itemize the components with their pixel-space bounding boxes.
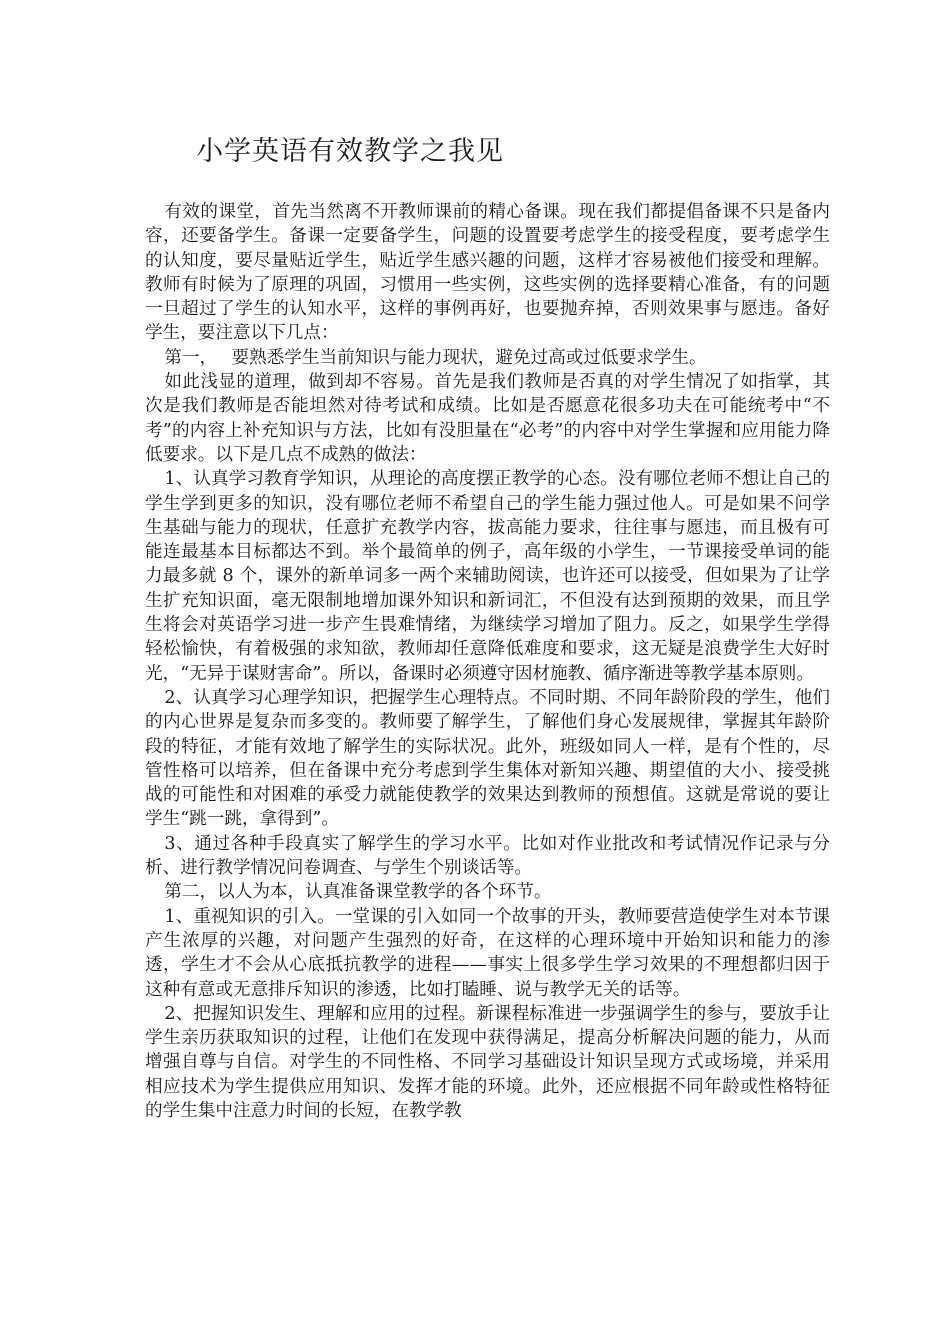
section-heading-second: 第二，以人为本，认真准备课堂教学的各个环节。 [164,882,552,903]
document-body [145,200,830,1123]
paragraph-point-1: 1、认真学习教育学知识，从理论的高度摆正教学的心态。没有哪位老师不想让自己的学生学到更多的知识，没有哪位老师不希望自己的学生能力强过他人。可是如果不问学生基础与能力的现状，任意扩充教学内容，拔高能力要求，往往事与愿违，而且极有可能连最基本目标都达不到。举个最简单的例子，高年级的小学生，一节课接受单词的能力最多就 8 个，课外的新单词多一两个来辅助阅读，也许还可以接受，但如果为了让学生扩充知识面，毫无限制地增加课外知识和新词汇，不但没有达到预期的效果，而且学生将会对英语学习进一步产生畏难情绪，为继续学习增加了阻力。反之，如果学生学得轻松愉快，有着极强的求知欲，教师却任意降低难度和要求，这无疑是浪费学生大好时光，“无异于谋财害命”。所以，备课时必须遵守因材施教、循序渐进等教学基本原则。 [145,469,830,684]
paragraph-point-3: 3、通过各种手段真实了解学生的学习水平。比如对作业批改和考试情况作记录与分析、进行教学情况问卷调查、与学生个别谈话等。 [145,833,830,879]
section-heading-first: 第一， 要熟悉学生当前知识与能力现状，避免过高或过低要求学生。 [164,347,707,368]
document-title: 小学英语有效教学之我见 [196,136,504,167]
paragraph-point-2: 2、认真学习心理学知识，把握学生心理特点。不同时期、不同年龄阶段的学生，他们的内心世界是复杂而多变的。教师要了解学生，了解他们身心发展规律，掌握其年龄阶段的特征，才能有效地了解学生的实际状况。此外，班级如同人一样，是有个性的，尽管性格可以培养，但在备课中充分考虑到学生集体对新知兴趣、期望值的大小、接受挑战的可能性和对困难的承受力就能使教学的效果达到教师的预想值。这就是常说的要让学生“跳一跳，拿得到”。 [145,687,830,830]
paragraph-first-explanation: 如此浅显的道理，做到却不容易。首先是我们教师是否真的对学生情况了如指掌，其次是我们教师是否能坦然对待考试和成绩。比如是否愿意花很多功夫在可能统考中“不考”的内容上补充知识与方法，比如有没胆量在“必考”的内容中对学生掌握和应用能力降低要求。以下是几点不成熟的做法： [145,372,830,465]
paragraph-intro: 有效的课堂，首先当然离不开教师课前的精心备课。现在我们都提倡备课不只是备内容，还要备学生。备课一定要备学生，问题的设置要考虑学生的接受程度，要考虑学生的认知度，要尽量贴近学生，贴近学生感兴趣的问题，这样才容易被他们接受和理解。教师有时候为了原理的巩固，习惯用一些实例，这些实例的选择要精心准备，有的问题一旦超过了学生的认知水平，这样的事例再好，也要抛弃掉，否则效果事与愿违。备好学生，要注意以下几点： [145,202,830,344]
paragraph-second-point-2: 2、把握知识发生、理解和应用的过程。新课程标准进一步强调学生的参与，要放手让学生亲历获取知识的过程，让他们在发现中获得满足，提高分析解决问题的能力，从而增强自尊与自信。对学生的不同性格、不同学习基础设计知识呈现方式或场境，并采用相应技术为学生提供应用知识、发挥才能的环境。此外，还应根据不同年龄或性格特征的学生集中注意力时间的长短，在教学教 [145,1003,830,1121]
paragraph-second-point-1: 1、重视知识的引入。一堂课的引入如同一个故事的开头，教师要营造使学生对本节课产生浓厚的兴趣，对问题产生强烈的好奇，在这样的心理环境中开始知识和能力的渗透，学生才不会从心底抵抗教学的进程——事实上很多学生学习效果的不理想都归因于这种有意或无意排斥知识的渗透，比如打瞌睡、说与教学无关的话等。 [145,906,830,1000]
